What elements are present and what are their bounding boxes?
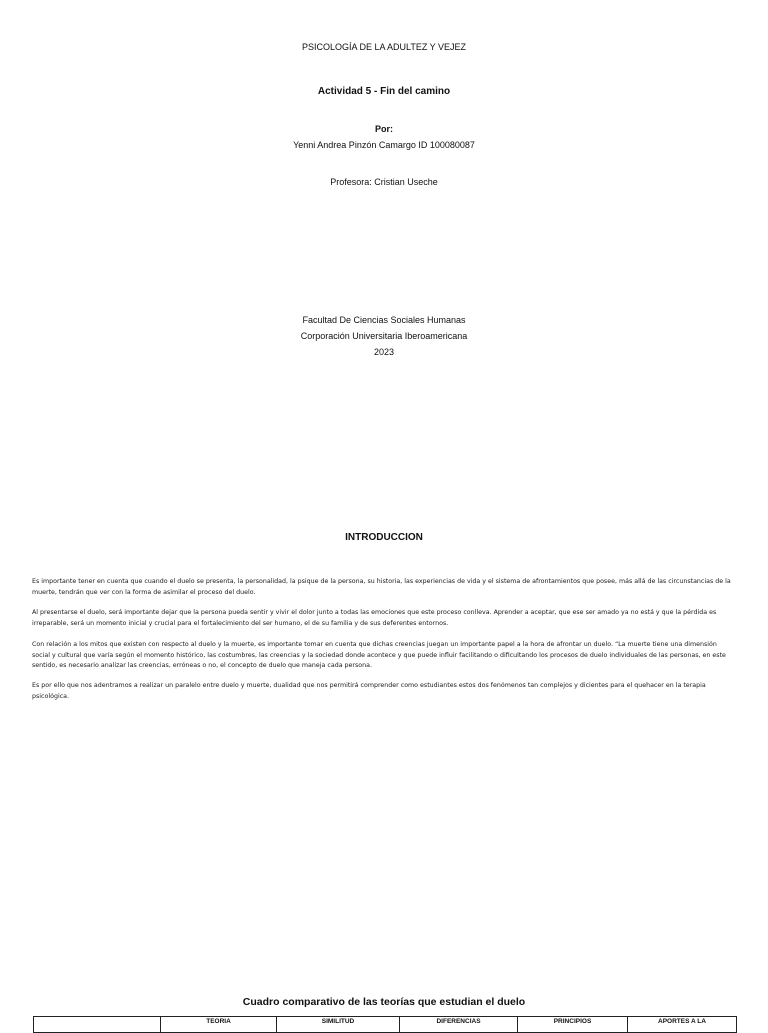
intro-heading: INTRODUCCION xyxy=(345,532,423,543)
table-header-diferencias: DIFERENCIAS xyxy=(400,1017,518,1033)
comparison-table xyxy=(33,1016,737,1033)
table-header-principios: PRINCIPIOS xyxy=(518,1017,628,1033)
table-header-empty xyxy=(34,1017,161,1033)
faculty-line: Facultad De Ciencias Sociales Humanas xyxy=(302,315,466,325)
intro-paragraph-4: Es por ello que nos adentramos a realizar un paralelo entre duelo y muerte, dualidad que nos permitirá comprender como estudiantes estos dos fenómenos tan complejos y dicientes para el quehacer en la terapia psicológica. xyxy=(32,682,706,700)
author-line: Yenni Andrea Pinzón Camargo ID 100080087 xyxy=(293,140,475,150)
professor-line: Profesora: Cristian Useche xyxy=(330,177,438,187)
intro-paragraph-1: Es importante tener en cuenta que cuando el duelo se presenta, la personalidad, la psique de la persona, su historia, las experiencias de vida y el sistema de afrontamientos que posee, más allá de las circunstancias de la muerte, tendrán que ver con la forma de asimilar el proceso del duelo. xyxy=(32,578,731,596)
university-line: Corporación Universitaria Iberoamericana xyxy=(300,331,468,341)
activity-title: Actividad 5 - Fin del camino xyxy=(317,86,451,97)
course-title: PSICOLOGÍA DE LA ADULTEZ Y VEJEZ xyxy=(301,42,467,52)
table-header-teoria: TEORIA xyxy=(161,1017,277,1033)
comparison-table-title: Cuadro comparativo de las teorías que estudian el duelo xyxy=(242,996,526,1008)
year-line: 2023 xyxy=(373,347,395,357)
by-label: Por: xyxy=(375,124,393,134)
intro-paragraph-2: Al presentarse el duelo, será importante dejar que la persona pueda sentir y vivir el dolor junto a todas las emociones que este proceso conlleva. Aprender a aceptar, que ese ser amado ya no está y que la pérdida es irreparable, será un momento inicial y crucial para el fortalecimiento del ser humano, el de su familia y de sus deferentes entornos. xyxy=(32,609,717,627)
table-header-aportes: APORTES A LA xyxy=(628,1017,737,1033)
table-header-similitud: SIMILITUD xyxy=(277,1017,400,1033)
comparison-table-header-row xyxy=(34,1017,737,1033)
intro-paragraph-3: Con relación a los mitos que existen con respecto al duelo y la muerte, es importante tomar en cuenta que dichas creencias juegan un importante papel a la hora de afrontar un duelo. “La muerte tiene una dimensión social y cultural que varía según el momento histórico, las costumbres, las creencias y la sociedad donde acontece y que puede influir facilitando o dificultando los procesos de duelo individuales de las personas, en este sentido, es necesario analizar las creencias, erróneas o no, el concepto de duelo que maneja cada persona. xyxy=(32,641,726,669)
